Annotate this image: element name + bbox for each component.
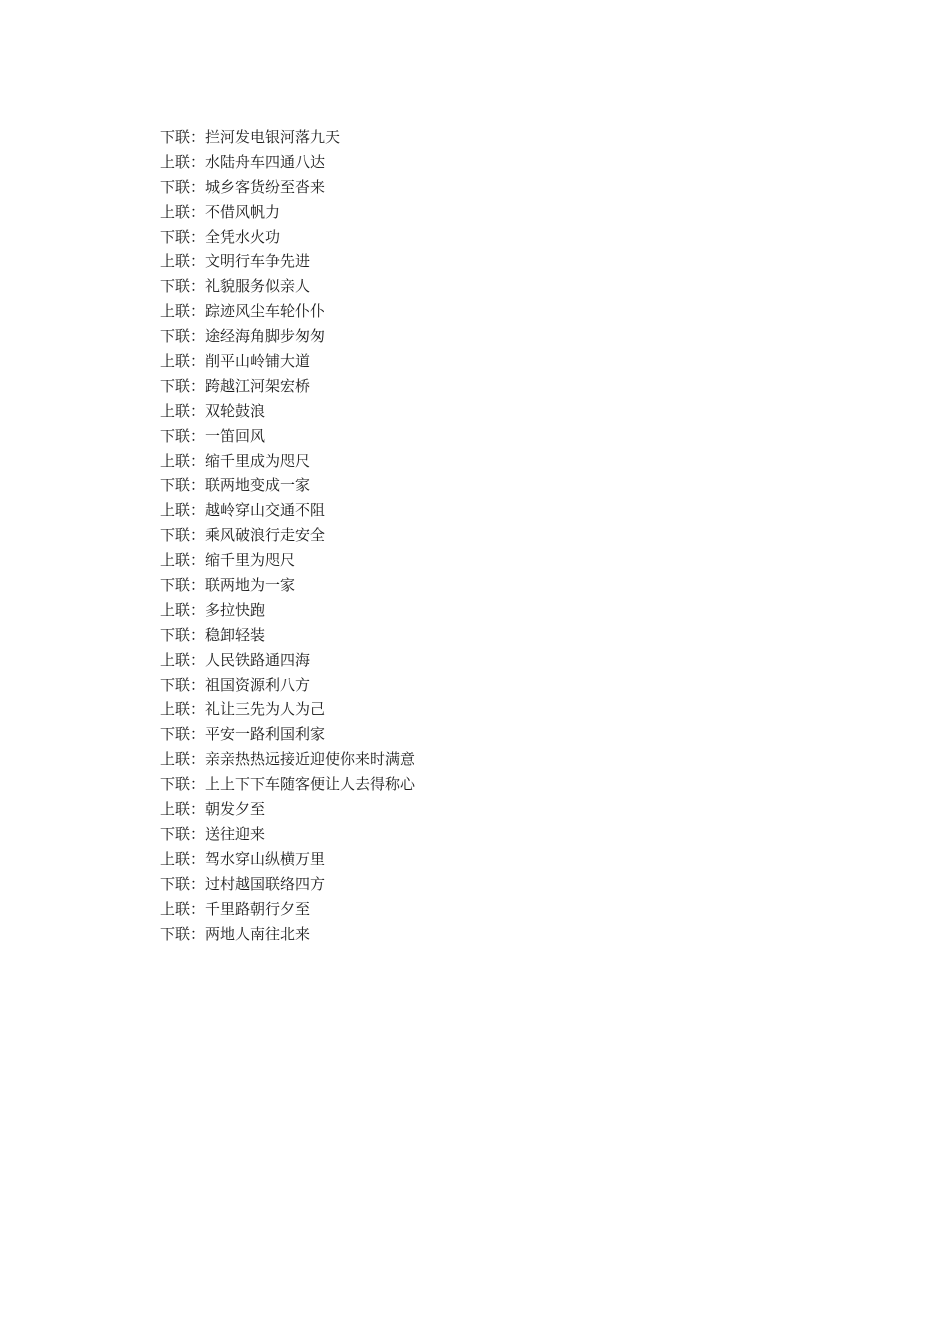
couplet-line: 上联：礼让三先为人为己	[160, 700, 326, 719]
couplet-line: 上联：水陆舟车四通八达	[160, 152, 326, 171]
couplet-line: 下联：联两地为一家	[160, 576, 296, 595]
couplet-line: 上联：缩千里为咫尺	[160, 551, 296, 570]
couplet-line: 上联：千里路朝行夕至	[160, 899, 311, 918]
couplet-line: 下联：乘风破浪行走安全	[160, 526, 326, 545]
couplet-line: 下联：两地人南往北来	[160, 924, 311, 943]
couplet-line: 上联：亲亲热热远接近迎使你来时满意	[160, 750, 416, 769]
couplet-line: 下联：跨越江河架宏桥	[160, 376, 311, 395]
couplet-line: 下联：过村越国联络四方	[160, 874, 326, 893]
couplet-line: 上联：驾水穿山纵横万里	[160, 849, 326, 868]
couplet-line: 下联：城乡客货纷至沓来	[160, 177, 326, 196]
couplet-line: 下联：全凭水火功	[160, 227, 281, 246]
couplet-line: 上联：人民铁路通四海	[160, 650, 311, 669]
couplet-line: 下联：联两地变成一家	[160, 476, 311, 495]
couplet-line: 下联：稳卸轻装	[160, 625, 266, 644]
couplet-line: 上联：文明行车争先进	[160, 252, 311, 271]
couplet-line: 下联：拦河发电银河落九天	[160, 128, 341, 146]
couplet-line: 上联：削平山岭铺大道	[160, 352, 311, 371]
couplet-line: 上联：多拉快跑	[160, 600, 266, 619]
couplet-line: 下联：送往迎来	[160, 824, 266, 843]
couplet-line: 下联：途经海角脚步匆匆	[160, 327, 326, 346]
couplet-line: 上联：不借风帆力	[160, 202, 281, 221]
couplet-line: 上联：越岭穿山交通不阻	[160, 501, 326, 520]
couplet-line: 上联：朝发夕至	[160, 800, 266, 819]
couplet-line: 下联：一笛回风	[160, 426, 266, 445]
couplet-line: 下联：平安一路利国利家	[160, 725, 326, 744]
couplet-line: 下联：祖国资源利八方	[160, 675, 311, 694]
couplet-line: 上联：缩千里成为咫尺	[160, 451, 311, 470]
couplet-line: 下联：上上下下车随客便让人去得称心	[160, 775, 416, 794]
couplet-line: 上联：踪迹风尘车轮仆仆	[160, 302, 326, 321]
couplet-list	[160, 125, 415, 946]
couplet-line: 上联：双轮鼓浪	[160, 401, 266, 420]
couplet-line: 下联：礼貌服务似亲人	[160, 277, 311, 296]
